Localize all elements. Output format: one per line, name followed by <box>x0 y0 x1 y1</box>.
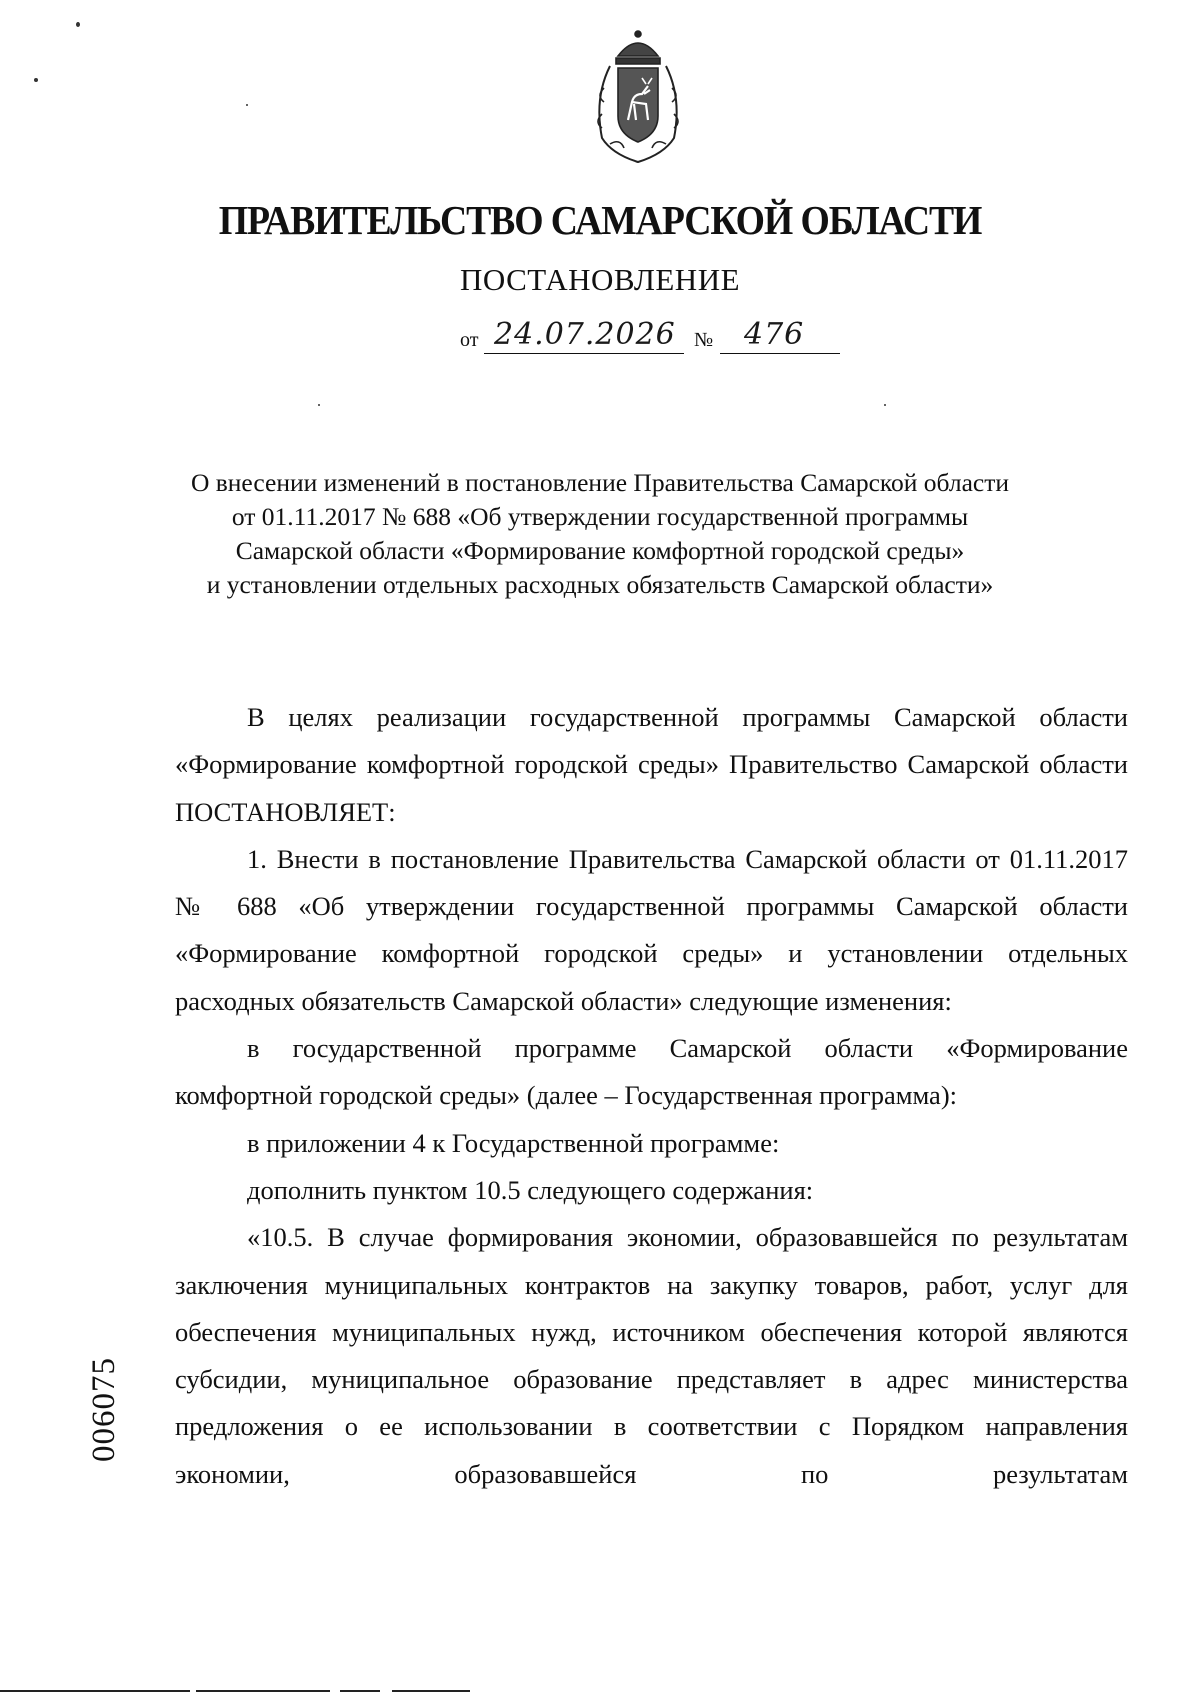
paragraph: 1. Внести в постановление Правительства Самарской области от 01.11.2017 № 688 «Об утверждении государственной программы Самарской области «Формирование комфортной городской среды» и установлении отдельных расходных обязательств Самарской области» следующие изменения: <box>175 843 1128 1016</box>
scan-speck <box>34 78 38 82</box>
paragraph: в приложении 4 к Государственной программе: <box>247 1127 780 1158</box>
organization-title: ПРАВИТЕЛЬСТВО САМАРСКОЙ ОБЛАСТИ <box>218 197 982 243</box>
subject-line: от 01.11.2017 № 688 «Об утверждении государственной программы <box>231 502 969 531</box>
subject-line: Самарской области «Формирование комфортной городской среды» <box>235 536 965 565</box>
paragraph: «10.5. В случае формирования экономии, образовавшейся по результатам заключения муниципальных контрактов на закупку товаров, работ, услуг для обеспечения муниципальных нужд, источником обеспечения которой являются субсидии, муниципальное образование представляет в адрес министерства предложения о ее использовании в соответствии с Порядком направления экономии, образовавшейся по результатам <box>175 1222 1128 1489</box>
scan-speck <box>884 404 886 406</box>
document-type: ПОСТАНОВЛЕНИЕ <box>459 262 741 297</box>
handwritten-number: 476 <box>744 317 805 352</box>
document-body <box>175 694 1128 1498</box>
number-underline <box>720 353 840 355</box>
subject-line: и установлении отдельных расходных обязательств Самарской области» <box>206 570 994 599</box>
coat-of-arms-icon <box>588 28 688 168</box>
subject-line: О внесении изменений в постановление Правительства Самарской области <box>190 468 1010 497</box>
document-subject <box>160 466 1040 602</box>
date-underline <box>484 353 684 355</box>
handwritten-date: 24.07.2026 <box>494 317 676 352</box>
side-serial-number: 006075 <box>86 1357 122 1462</box>
date-prefix: от <box>460 329 479 351</box>
scan-speck <box>246 104 248 106</box>
paragraph: в государственной программе Самарской области «Формирование комфортной городской среды» (далее – Государственная программа): <box>175 1033 1128 1111</box>
bottom-rule <box>0 1690 470 1692</box>
scan-speck <box>76 22 80 27</box>
paragraph: дополнить пунктом 10.5 следующего содержания: <box>247 1174 814 1205</box>
date-number-line <box>460 318 860 358</box>
paragraph: В целях реализации государственной программы Самарской области «Формирование комфортной городской среды» Правительство Самарской области ПОСТАНОВЛЯЕТ: <box>175 702 1128 827</box>
number-prefix: № <box>694 329 714 351</box>
scan-speck <box>318 404 320 406</box>
